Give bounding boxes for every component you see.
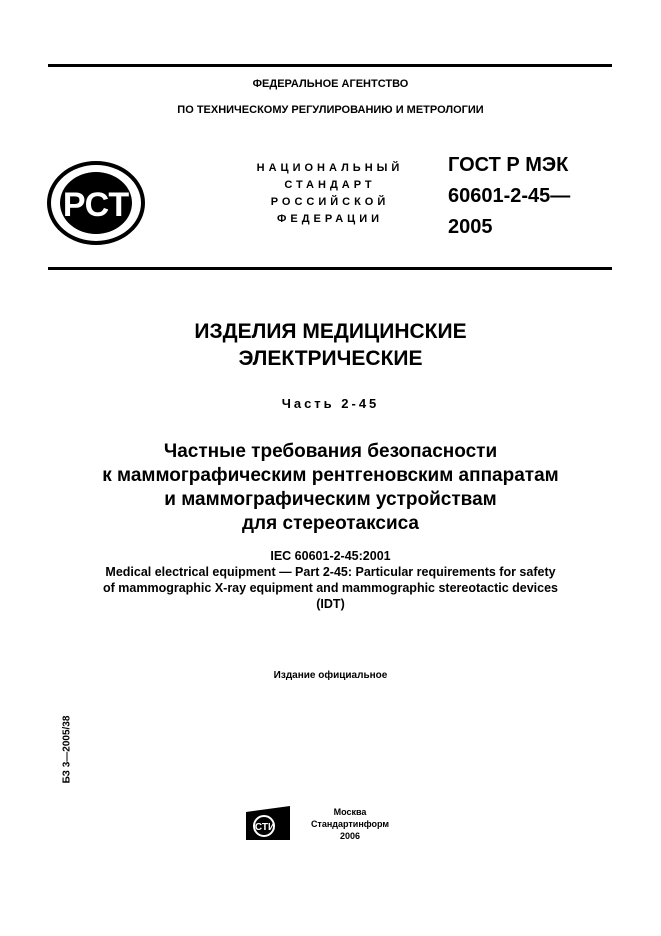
svg-text:СТИ: СТИ: [254, 822, 276, 833]
rst-logo: [46, 160, 146, 246]
standard-type-line: СТАНДАРТ: [284, 179, 376, 191]
designation: [448, 150, 570, 243]
publisher-year: 2006: [339, 831, 361, 841]
standard-type-line: РОССИЙСКОЙ: [270, 196, 390, 208]
designation-line: 60601-2-45—: [448, 185, 571, 207]
publisher-logo: [246, 806, 290, 840]
standard-type-line: НАЦИОНАЛЬНЫЙ: [256, 162, 404, 174]
side-code: БЗ 3—2005/38: [61, 715, 73, 784]
title-line: ЭЛЕКТРИЧЕСКИЕ: [238, 347, 423, 370]
edition-label: Издание официальное: [273, 670, 388, 681]
title-line: ИЗДЕЛИЯ МЕДИЦИНСКИЕ: [194, 320, 467, 343]
iec-line: IEC 60601-2-45:2001: [270, 549, 391, 563]
standard-type: [240, 160, 420, 228]
subtitle-line: и маммографическим устройствам: [164, 489, 497, 510]
top-rule: [48, 64, 612, 67]
subtitle-line: к маммографическим рентгеновским аппаратам: [102, 465, 559, 486]
publisher-name: Стандартинформ: [310, 819, 390, 829]
header-rule: [48, 267, 612, 270]
publisher-city: Москва: [333, 807, 367, 817]
agency-line-2: ПО ТЕХНИЧЕСКОМУ РЕГУЛИРОВАНИЮ И МЕТРОЛОГИИ: [177, 104, 484, 116]
iec-reference: [0, 548, 661, 612]
subtitle-line: Частные требования безопасности: [163, 441, 498, 462]
designation-line: ГОСТ Р МЭК: [448, 154, 569, 176]
designation-line: 2005: [448, 216, 493, 238]
document-title: [0, 318, 661, 372]
standard-type-line: ФЕДЕРАЦИИ: [276, 213, 384, 225]
svg-text:РСТ: РСТ: [62, 186, 130, 224]
iec-line: Medical electrical equipment — Part 2-45: Particular requirements for safety: [105, 565, 556, 579]
subtitle: [0, 440, 661, 536]
iec-line: of mammographic X-ray equipment and mammographic stereotactic devices: [103, 581, 558, 595]
publisher-info: [300, 806, 400, 842]
subtitle-line: для стереотаксиса: [242, 513, 419, 534]
agency-line-1: ФЕДЕРАЛЬНОЕ АГЕНТСТВО: [252, 78, 409, 90]
iec-line: (IDT): [316, 597, 345, 611]
part-number: Часть 2-45: [281, 396, 380, 411]
